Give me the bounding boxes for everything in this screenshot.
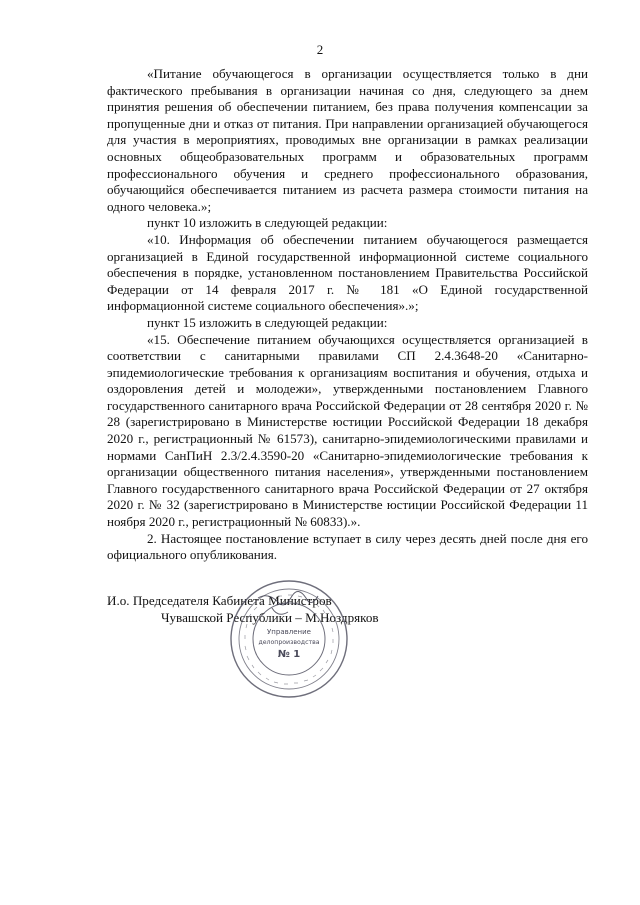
paragraph-item-15: «15. Обеспечение питанием обучающихся осуществляется организацией в соответствии с санитарными правилами СП 2.4.3648-20 «Санитарно-эпидемиологические требования к организациям воспитания и обучения, отдыха и оздоровления детей и молодежи», утвержденными постановлением Главного государственного санитарного врача Российской Федерации от 28 сентября 2020 г. № 28 (зарегистрировано в Министерстве юстиции Российской Федерации 18 декабря 2020 г., регистрационный № 61573), санитарно-эпидемиологическими правилами и нормами СанПиН 2.3/2.4.3590-20 «Санитарно-эпидемиологические требования к организации общественного питания населения», утвержденными постановлением Главного государственного санитарного врача Российской Федерации от 27 октября 2020 г. № 32 (зарегистрировано в Министерстве юстиции Российской Федерации 11 ноября 2020 г., регистрационный № 60833).».	[107, 331, 588, 530]
paragraph-effective-date: 2. Настоящее постановление вступает в силу через десять дней после дня его официального опубликования.	[107, 530, 588, 563]
document-body	[107, 66, 588, 564]
paragraph-item-15-intro: пункт 15 изложить в следующей редакции:	[147, 314, 388, 330]
seal-graphic	[228, 578, 350, 700]
seal-text-line2: делопроизводства	[258, 639, 320, 646]
signature-separator: –	[291, 609, 306, 625]
signatory-region: Чувашской Республики	[161, 609, 292, 625]
seal-number: № 1	[277, 649, 301, 660]
paragraph-item-10: «10. Информация об обеспечении питанием обучающегося размещается организацией в Единой государственной информационной системе социального обеспечения в порядке, установленном постановлением Правительства Российской Федерации от 14 февраля 2017 г. № 181 «О Единой государственной информационной системе социального обеспечения».»;	[107, 231, 588, 314]
seal-text-line1: Управление	[267, 628, 311, 636]
paragraph-food-provision: «Питание обучающегося в организации осуществляется только в дни фактического пребывания в организации начиная со дня, следующего за днем принятия решения об обеспечении питанием, без права получения компенсации за пропущенные дни и отказ от питания. При направлении организацией обучающегося для участия в мероприятиях, проводимых вне организации в рамках реализации основных общеобразовательных программ и образовательных программ профессионального обучения и среднего профессионального образования, обучающийся обеспечивается питанием из расчета размера стоимости питания на одного человека.»;	[107, 66, 588, 214]
page-number: 2	[316, 42, 324, 57]
signatory-name: М.Ноздряков	[305, 609, 379, 625]
signatory-title: И.о. Председателя Кабинета Министров	[107, 593, 332, 608]
official-seal	[228, 578, 350, 700]
paragraph-item-10-intro: пункт 10 изложить в следующей редакции:	[147, 215, 388, 231]
